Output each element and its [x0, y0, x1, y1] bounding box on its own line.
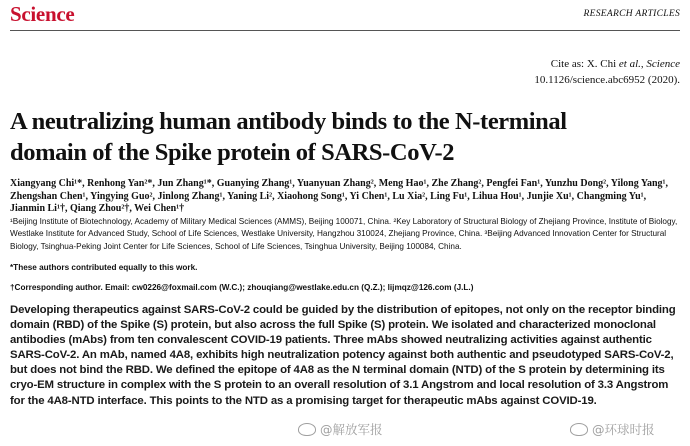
affiliations: ¹Beijing Institute of Biotechnology, Academy of Military Medical Sciences (AMMS), Beijing 100071, China. ²Key Laboratory of Structural Biology of Zhejiang Province, Institute of Biology, Westlake Institute for Advanced Study, School of Life Sciences, Westlake University, Hangzhou 310024, Zhejiang Province, China. ³Beijing Advanced Innovation Center for Structural Biology, Tsinghua-Peking Joint Center for Life Sciences, School of Life Sciences, Tsinghua University, Beijing 100084, China.	[10, 217, 678, 251]
abstract: Developing therapeutics against SARS-CoV-2 could be guided by the distribution of epitopes, not only on the receptor binding domain (RBD) of the Spike (S) protein, but also across the full Spike (S) protein. We isolated and characterized monoclonal antibodies (mAbs) from ten convalescent COVID-19 patients. Three mAbs showed neutralizing activities against authentic SARS-CoV-2. An mAb, named 4A8, exhibits high neutralization potency against both authentic and pseudotyped SARS-CoV-2, but does not bind the RBD. We defined the epitope of 4A8 as the N terminal domain (NTD) of the S protein by determining its cryo-EM structure in complex with the S protein to an overall resolution of 3.1 Angstrom and local resolution of 3.3 Angstrom for the 4A8-NTD interface. This points to the NTD as a promising target for therapeutic mAbs against COVID-19.	[10, 304, 676, 407]
citation-block	[534, 56, 680, 88]
watermark-right	[570, 420, 655, 438]
doi: 10.1126/science.abc6952 (2020).	[534, 74, 680, 86]
title-line-1: A neutralizing human antibody binds to the N-terminal	[10, 108, 567, 135]
header-divider	[10, 30, 680, 31]
equal-contribution-note: *These authors contributed equally to this work.	[10, 263, 198, 272]
weibo-logo-icon	[298, 423, 316, 436]
watermark-right-text: @环球时报	[592, 422, 655, 437]
author-list: Xiangyang Chi¹*, Renhong Yan²*, Jun Zhang¹*, Guanying Zhang¹, Yuanyuan Zhang², Meng Hao¹, Zhe Zhang², Pengfei Fan¹, Yunzhu Dong², Yilong Yang¹, Zhengshan Chen¹, Yingying Guo², Jinlong Zhang¹, Yaning Li², Xiaohong Song¹, Yi Chen¹, Lu Xia², Ling Fu¹, Lihua Hou¹, Junjie Xu¹, Changming Yu¹, Jianmin Li¹†, Qiang Zhou²†, Wei Chen¹†	[10, 178, 669, 214]
section-label: RESEARCH ARTICLES	[583, 9, 680, 19]
corresponding-author: †Corresponding author. Email: cw0226@foxmail.com (W.C.); zhouqiang@westlake.edu.cn (Q.Z.); lijmqz@126.com (J.L.)	[10, 283, 474, 292]
journal-logo: Science	[10, 2, 75, 26]
watermark-left	[298, 420, 383, 438]
title-line-2: domain of the Spike protein of SARS-CoV-2	[10, 139, 455, 166]
weibo-logo-icon	[570, 423, 588, 436]
article-title	[10, 106, 680, 168]
cite-as: Cite as: X. Chi et al., Science	[550, 58, 680, 70]
watermark-left-text: @解放军报	[320, 422, 383, 437]
